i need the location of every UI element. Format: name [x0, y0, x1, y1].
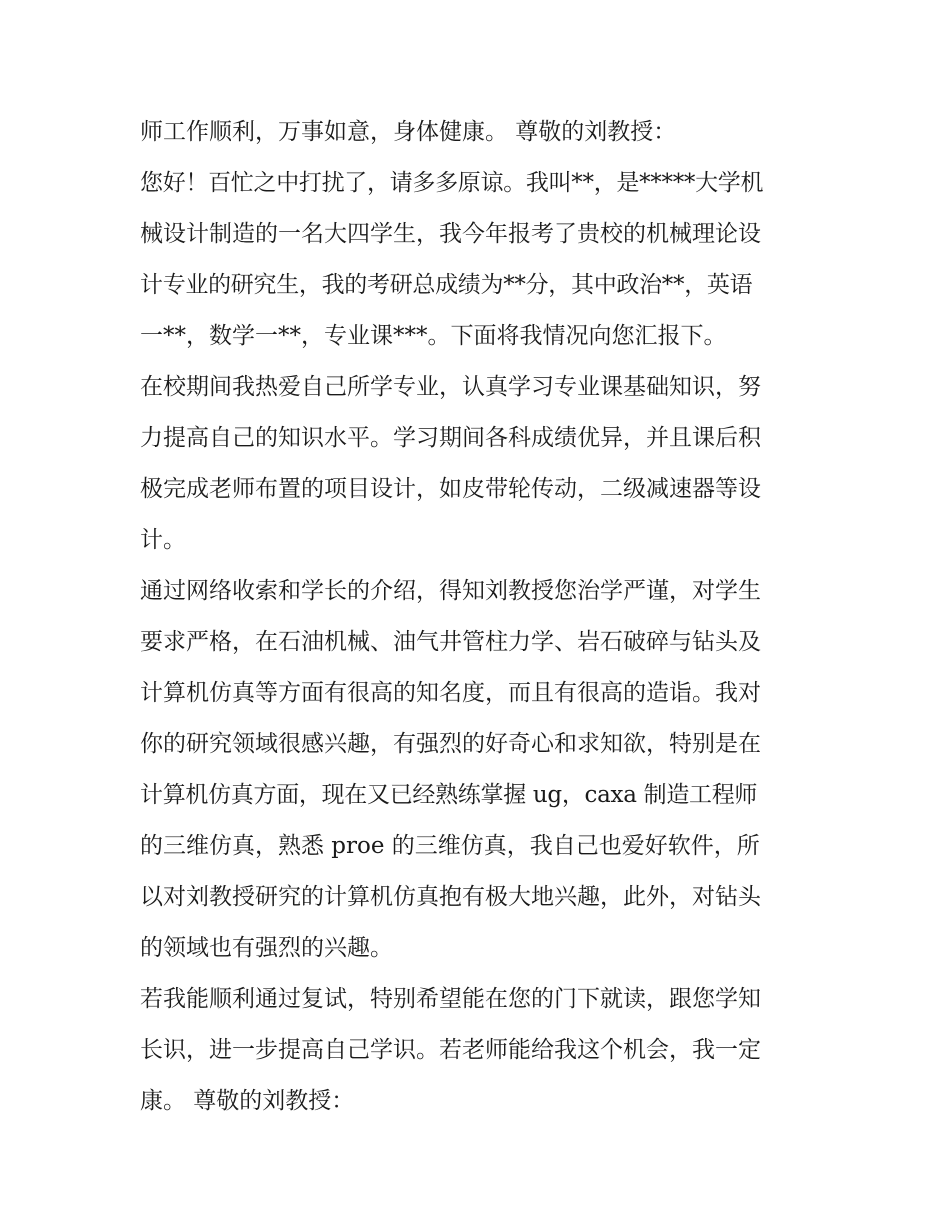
- text-line: 极完成老师布置的项目设计，如皮带轮传动，二级减速器等设: [140, 476, 761, 502]
- text-line: 在校期间我热爱自己所学专业，认真学习专业课基础知识，努: [140, 374, 761, 400]
- text-line: 康。 尊敬的刘教授：: [140, 1088, 355, 1114]
- text-line: 的三维仿真，熟悉 proe 的三维仿真，我自己也爱好软件，所: [140, 833, 760, 859]
- text-line: 计专业的研究生，我的考研总成绩为**分，其中政治**，英语: [140, 272, 753, 298]
- text-line: 力提高自己的知识水平。学习期间各科成绩优异，并且课后积: [140, 425, 761, 451]
- text-line: 若我能顺利通过复试，特别希望能在您的门下就读，跟您学知: [140, 986, 761, 1012]
- text-line: 要求严格，在石油机械、油气井管柱力学、岩石破碎与钻头及: [140, 629, 761, 655]
- text-line: 一**，数学一**，专业课***。下面将我情况向您汇报下。: [140, 323, 727, 349]
- text-line: 长识，进一步提高自己学识。若老师能给我这个机会，我一定: [140, 1037, 761, 1063]
- text-line: 你的研究领域很感兴趣，有强烈的好奇心和求知欲，特别是在: [140, 731, 761, 757]
- text-line: 计算机仿真等方面有很高的知名度，而且有很高的造诣。我对: [140, 680, 761, 706]
- text-line: 械设计制造的一名大四学生，我今年报考了贵校的机械理论设: [140, 221, 761, 247]
- text-line: 以对刘教授研究的计算机仿真抱有极大地兴趣，此外，对钻头: [140, 884, 761, 910]
- letter-body: [140, 107, 820, 1127]
- text-line: 您好！百忙之中打扰了，请多多原谅。我叫**，是*****大学机: [140, 170, 764, 196]
- text-line: 计算机仿真方面，现在又已经熟练掌握 ug，caxa 制造工程师: [140, 782, 758, 808]
- text-line: 的领域也有强烈的兴趣。: [140, 935, 393, 961]
- text-line: 师工作顺利，万事如意，身体健康。 尊敬的刘教授：: [140, 119, 677, 145]
- text-line: 计。: [140, 527, 186, 553]
- text-line: 通过网络收索和学长的介绍，得知刘教授您治学严谨，对学生: [140, 578, 761, 604]
